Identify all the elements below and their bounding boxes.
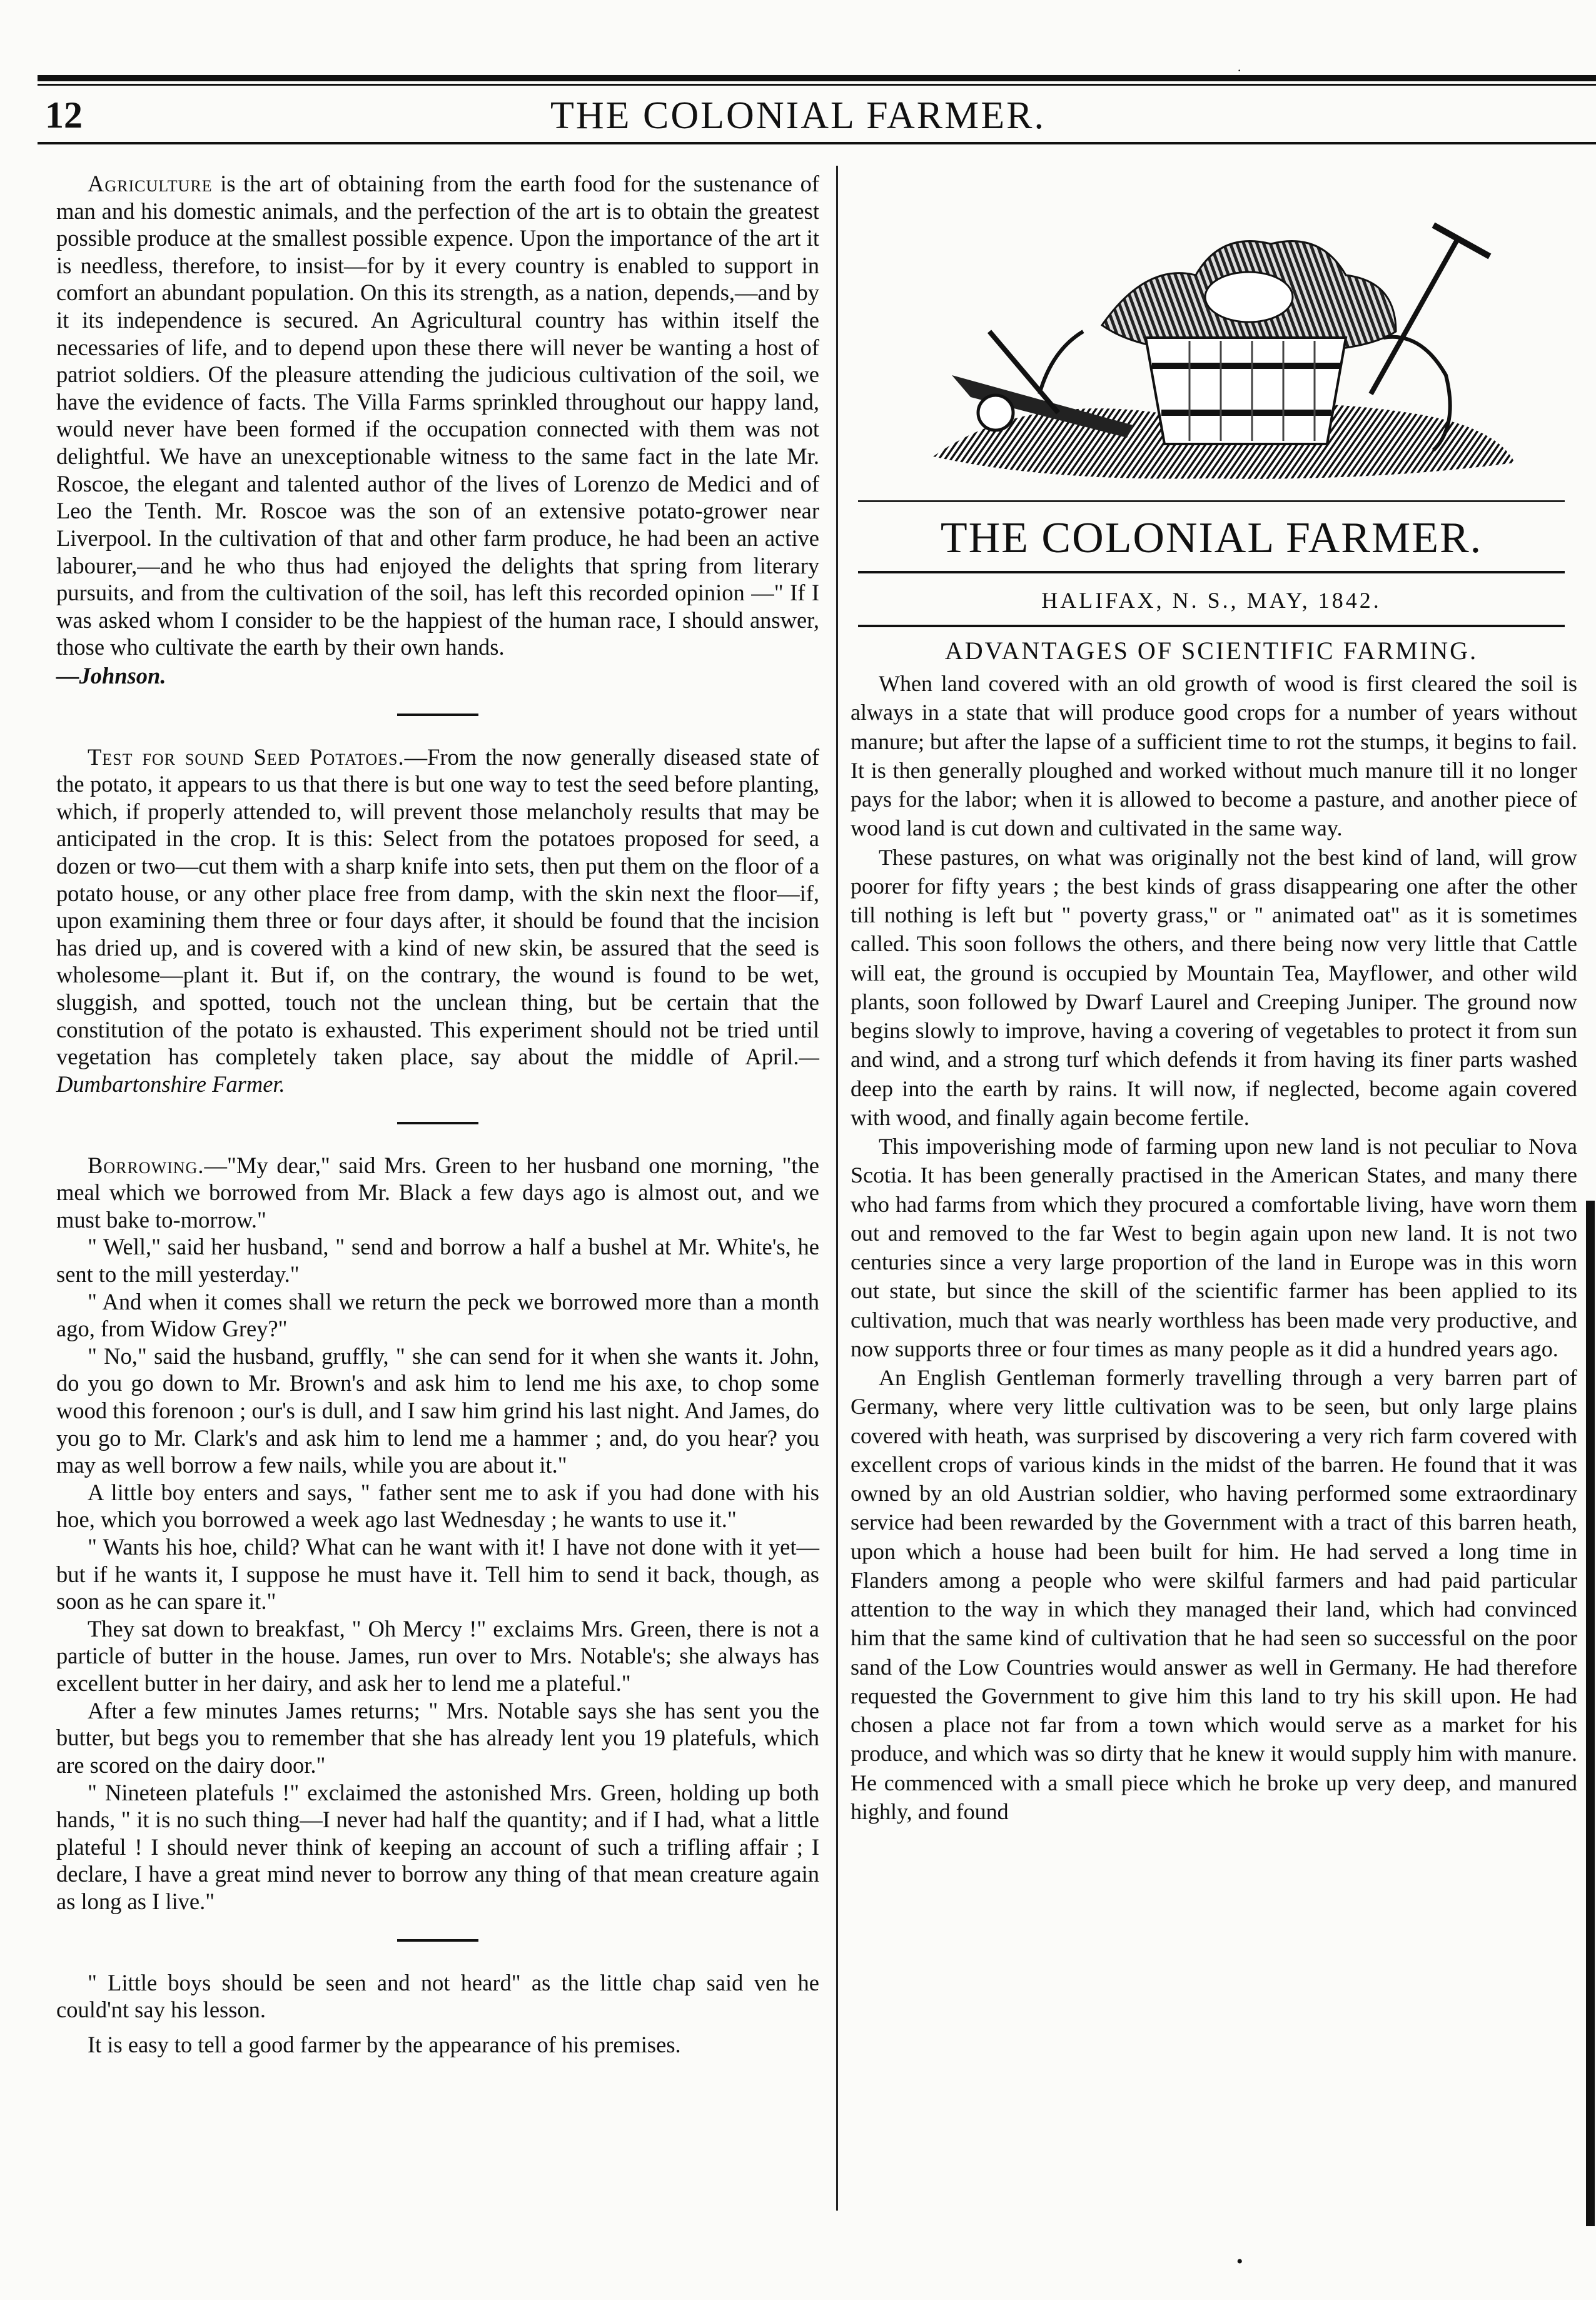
- left-column: [56, 170, 819, 2058]
- little-boys-item: " Little boys should be seen and not heard" as the little chap said ven he could'nt say his lesson.: [56, 1969, 819, 2023]
- borrowing-paragraph: " Well," said her husband, " send and borrow a half a bushel at Mr. White's, he sent to the mill yesterday.": [56, 1234, 819, 1287]
- masthead-top-rule: [858, 500, 1565, 502]
- article-text: —From the now generally diseased state of the potato, it appears to us that there is but one way to test the seed before planting, which, if properly attended to, will prevent those melancholy results that may be anticipated in the crop. It is this: Select from the potatoes proposed for seed, a dozen or two—cut them with a sharp knife into sets, then put them on the floor of a potato house, or any other place free from damp, with the skin next the floor—if, upon examining them three or four days after, it should be found that the incision has dried up, and is covered with a kind of new skin, be assured that the seed is wholesome—plant it. But if, on the contrary, the wound is found to be wet, sluggish, and spotted, touch not the unclean thing, but be certain that the constitution of the potato is exhausted. This experiment should not be tried until vegetation has completely taken place, say about the middle of April.: [56, 744, 819, 1070]
- dateline: HALIFAX, N. S., MAY, 1842.: [1041, 588, 1381, 613]
- section-separator: [397, 1122, 478, 1124]
- borrowing-paragraph: A little boy enters and says, " father sent me to ask if you had done with his hoe, which you borrowed a week ago last Wednesday ; he wants to use it.": [56, 1479, 819, 1533]
- masthead-title: THE COLONIAL FARMER.: [940, 514, 1483, 562]
- top-rule-thick: [38, 75, 1596, 81]
- seed-potatoes-article: [56, 744, 819, 1098]
- article-text: is the art of obtaining from the earth food for the sustenance of man and his domestic animals, and the perfection of the art is to obtain the greatest possible produce at the smallest possible expence. Upon the importance of the art it is needless, therefore, to insist—for by it every country is enabled to support in comfort an abundant population. On this its strength, as a nation, depends,—and by it its independence is secured. An Agricultural country has within itself the necessaries of life, and to depend upon these there will never be wanting a host of patriot soldiers. Of the pleasure attending the judicious cultivation of the soil, we have the evidence of facts. The Villa Farms sprinkled throughout our happy land, would never have been formed if the occupation connected with them was not delightful. We have an unexceptionable witness to the same fact in the late Mr. Roscoe, the elegant and talented author of the lives of Lorenzo de Medici and of Leo the Tenth. Mr. Roscoe was the son of an extensive potato-grower near Liverpool. In the cultivation of that and other farm produce, he had been an active labourer,—and he who thus had enjoyed the delights that spring from literary pursuits, and from the cultivation of the soil, has left this recorded opinion —" If I was asked whom I consider to be the happiest of the human race, I should answer, those who cultivate the earth by their own hands.: [56, 171, 819, 660]
- ink-speck: ·: [1237, 63, 1242, 78]
- right-column: [846, 166, 1577, 1826]
- basket: [1146, 338, 1346, 444]
- page-edge-border: [1586, 1201, 1595, 2226]
- article-lead: Borrowing.: [88, 1152, 205, 1178]
- article-lead: Agriculture: [88, 171, 213, 196]
- scientific-farming-article: [846, 669, 1577, 1826]
- section-separator: [397, 714, 478, 716]
- borrowing-paragraph: " No," said the husband, gruffly, " she can send for it when she wants it. John, do you go down to Mr. Brown's and ask him to lend me his axe, to chop some wood this forenoon ; our's is dull, and I saw him grind his last night. And James, do you go to Mr. Clark's and ask him to lend me a hammer ; and, do you hear? you may as well borrow a few nails, while you are about it.": [56, 1343, 819, 1478]
- page-number: 12: [45, 94, 83, 136]
- ink-speck: •: [1236, 2251, 1243, 2272]
- borrowing-paragraph: " Nineteen platefuls !" exclaimed the astonished Mrs. Green, holding up both hands, " it is no such thing—I never had half the quantity; and if I had, what a little plateful ! I should never think of keeping an account of such a trifling affair ; I declare, I have a great mind never to borrow any thing of that mean creature again as long as I live.": [56, 1779, 819, 1914]
- article-paragraph: An English Gentleman formerly travelling through a very barren part of Germany, where very little cultivation was to be seen, but only large plains covered with heath, was surprised by discovering a very rich farm covered with excellent crops of various kinds in the midst of the barren. He found that it was owned by an old Austrian soldier, who having performed some extraordinary service had been rewarded by the Government with a tract of this barren heath, upon which a house had been built for him. He had served a long time in Flanders among a people who were skilful farmers and had paid particular attention to the way in which they managed their land, which had convinced him that the same kind of cultivation that he had seen so successful on the poor sand of the Low Countries would answer as well in Germany. He had therefore requested the Government to give him this land to try his skill upon. He had chosen a place not far from a town which would serve as a market for his produce, and which was so dirty that he knew it would supply him with manure. He commenced with a small piece which he broke up very deep, and manured highly, and found: [851, 1365, 1577, 1824]
- article-lead: Test for sound Seed Potatoes.: [88, 744, 405, 770]
- good-farmer-item: It is easy to tell a good farmer by the appearance of his premises.: [88, 2031, 681, 2057]
- article-heading: ADVANTAGES OF SCIENTIFIC FARMING.: [944, 637, 1478, 665]
- borrowing-paragraph: " Wants his hoe, child? What can he want with it! I have not done with it yet—but if he wants it, I suppose he must have it. Tell him to send it back, though, as soon as he can spare it.": [56, 1534, 819, 1615]
- plough-wheel: [978, 395, 1013, 430]
- borrowing-paragraph: " And when it comes shall we return the peck we borrowed more than a month ago, from Widow Grey?": [56, 1288, 819, 1342]
- column-divider: [836, 166, 838, 2211]
- masthead-rule: [858, 571, 1565, 573]
- dateline-rule: [858, 625, 1565, 627]
- borrowing-paragraph: They sat down to breakfast, " Oh Mercy !" exclaims Mrs. Green, there is not a particle of butter in the house. James, run over to Mrs. Notable's; she always has excellent butter in her dairy, and ask her to lend me a plateful.": [56, 1615, 819, 1697]
- article-source: —Dumbartonshire Farmer.: [56, 1044, 819, 1097]
- harvest-vignette-illustration: [896, 188, 1527, 494]
- header-rule: [38, 142, 1596, 144]
- borrowing-paragraph: After a few minutes James returns; " Mrs. Notable says she has sent you the butter, but begs you to remember that she has already lent you 19 platefuls, which are scored on the dairy door.": [56, 1697, 819, 1778]
- article-paragraph: These pastures, on what was originally not the best kind of land, will grow poorer for fifty years ; the best kinds of grass disappearing one after the other till nothing is left but " poverty grass," or " animated oat" as it is sometimes called. This soon follows the others, and there being now very little that Cattle will eat, the ground is occupied by Mountain Tea, Mayflower, and other wild plants, soon followed by Dwarf Laurel and Creeping Juniper. The ground now begins slowly to improve, having a covering of vegetables to protect it from sun and wind, and a strong turf which defends it from having its finer parts washed deep into the earth by rains. It will now, if neglected, become again covered with wood, and finally again become fertile.: [851, 844, 1577, 1130]
- article-signature: —Johnson.: [56, 662, 166, 688]
- agriculture-article: [56, 170, 819, 661]
- article-text: —"My dear," said Mrs. Green to her husband one morning, "the meal which we borrowed from Mr. Black a few days ago is almost out, and we must bake to-morrow.": [56, 1152, 819, 1233]
- article-paragraph: This impoverishing mode of farming upon new land is not peculiar to Nova Scotia. It has been generally practised in the American States, and many there who had farms from which they procured a comfortable living, have worn them out and removed to the far West to begin again upon new land. It is not two centuries since a very large proportion of the land in Europe was in this worn out state, but since the skill of the scientific farmer has been applied to its cultivation, much that was nearly worthless has been made very productive, and now supports three or four times as many people as it did a hundred years ago.: [851, 1134, 1577, 1361]
- pumpkin: [1205, 272, 1293, 322]
- section-separator: [397, 1939, 478, 1942]
- running-title: THE COLONIAL FARMER.: [550, 94, 1046, 137]
- top-rule-thin: [38, 84, 1596, 86]
- borrowing-paragraph: [56, 1152, 819, 1234]
- article-paragraph: When land covered with an old growth of wood is first cleared the soil is always in a state that will produce good crops for a number of years without manure; but after the lapse of a sufficient time to rot the stumps, it begins to fail. It is then generally ploughed and worked without much manure till it no longer pays for the labor; when it is allowed to become a pasture, and another piece of wood land is cut down and cultivated in the same way.: [851, 671, 1577, 841]
